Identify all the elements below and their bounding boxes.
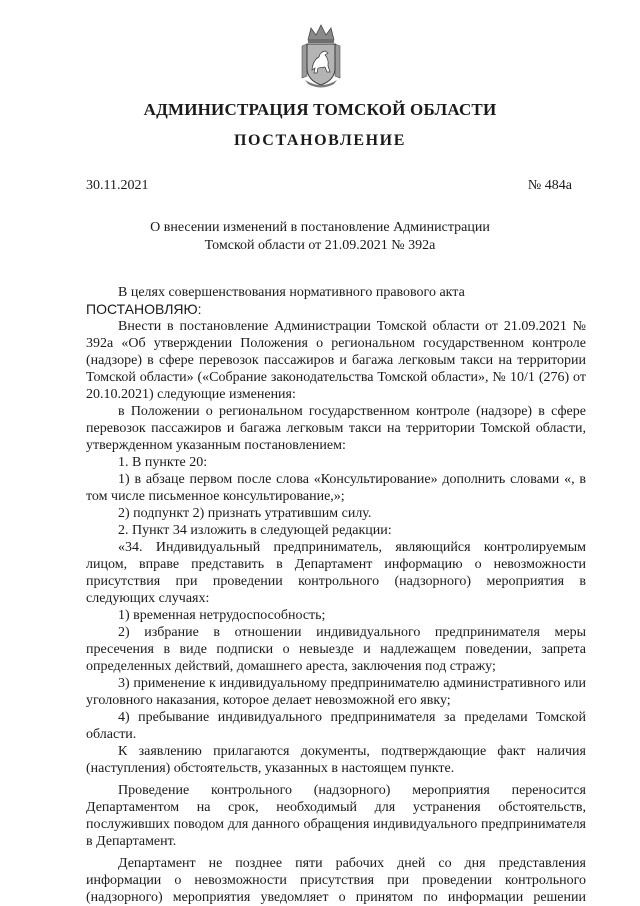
paragraph: 1) временная нетрудоспособность; bbox=[118, 608, 326, 623]
paragraph: 2) подпункт 2) признать утратившим силу. bbox=[118, 506, 372, 521]
paragraph: 2) избрание в отношении индивидуального предпринимателя меры пресечения в виде подписки о невыезде и надлежащем поведении, запрета определенных действий, домашнего ареста, заключения под стражу; bbox=[86, 625, 586, 674]
paragraph: 1. В пункте 20: bbox=[118, 455, 208, 470]
document-number: № 484а bbox=[527, 178, 572, 193]
paragraph: Департамент не позднее пяти рабочих дней со дня представления информации о невозможности присутствия при проведении контрольного (надзорного) мероприятия уведомляет о принятом по информации решении bbox=[86, 856, 586, 905]
coat-of-arms-icon bbox=[298, 22, 344, 90]
paragraph: 4) пребывание индивидуального предпринимателя за пределами Томской области. bbox=[86, 710, 586, 742]
paragraph: «34. Индивидуальный предприниматель, являющийся контролируемым лицом, вправе представить в Департамент информацию о невозможности присутствия при проведении контрольного (надзорного) мероприятия в следующих случаях: bbox=[86, 540, 586, 606]
paragraph: Внести в постановление Администрации Томской области от 21.09.2021 № 392а «Об утверждении Положения о региональном государственном контроле (надзоре) в сфере перевозок пассажиров и багажа легковым такси на территории Томской области» («Собрание законодательства Томской области», № 10/1 (276) от 20.10.2021) следующие изменения: bbox=[86, 319, 586, 402]
paragraph: К заявлению прилагаются документы, подтверждающие факт наличия (наступления) обстоятельств, указанных в настоящем пункте. bbox=[86, 744, 586, 776]
paragraph: 3) применение к индивидуальному предпринимателю административного или уголовного наказания, которое делает невозможной его явку; bbox=[86, 676, 586, 708]
paragraph: 1) в абзаце первом после слова «Консультирование» дополнить словами «, в том числе письменное консультирование,»; bbox=[86, 472, 586, 504]
document-type: ПОСТАНОВЛЕНИЕ bbox=[234, 132, 406, 149]
paragraph: в Положении о региональном государственном контроле (надзоре) в сфере перевозок пассажиров и багажа легковым такси на территории Томской области, утвержденном указанным постановлением: bbox=[86, 404, 586, 453]
paragraph: Проведение контрольного (надзорного) мероприятия переносится Департаментом на срок, необходимый для устранения обстоятельств, послуживших поводом для данного обращения индивидуального предпринимателя в Департамент. bbox=[86, 783, 586, 849]
document-subject bbox=[90, 219, 550, 255]
decree-word: ПОСТАНОВЛЯЮ: bbox=[86, 301, 202, 317]
document-body bbox=[86, 284, 586, 906]
document-date: 30.11.2021 bbox=[86, 178, 149, 193]
subject-line: Томской области от 21.09.2021 № 392а bbox=[204, 238, 436, 253]
subject-line: О внесении изменений в постановление Администрации bbox=[150, 220, 490, 235]
paragraph: 2. Пункт 34 изложить в следующей редакции: bbox=[118, 523, 392, 538]
paragraph: В целях совершенствования нормативного правового акта bbox=[118, 285, 465, 300]
organization-title: АДМИНИСТРАЦИЯ ТОМСКОЙ ОБЛАСТИ bbox=[143, 100, 497, 119]
